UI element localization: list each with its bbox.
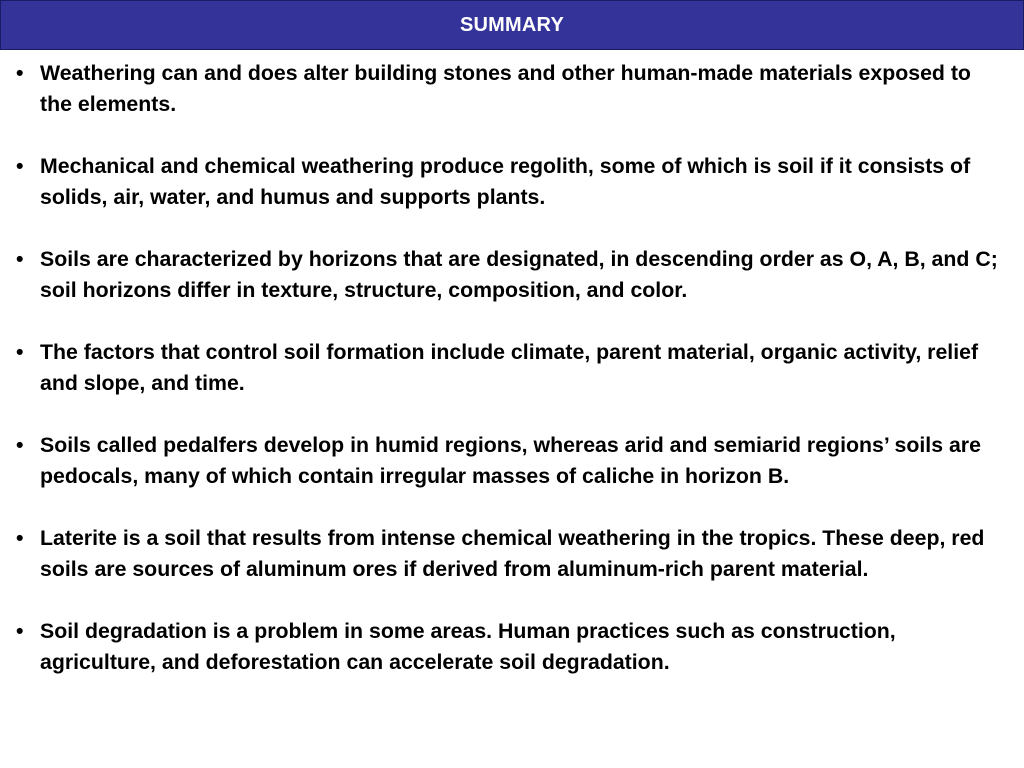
bullet-item-2 xyxy=(0,151,1024,213)
bullet-text-6: Laterite is a soil that results from intense chemical weathering in the tropics. These deep, red soils are sources of aluminum ores if derived from aluminum-rich parent material. xyxy=(40,526,985,581)
bullet-item-7 xyxy=(0,616,1024,678)
bullet-text-2: Mechanical and chemical weathering produce regolith, some of which is soil if it consists of solids, air, water, and humus and supports plants. xyxy=(40,154,971,209)
title-bar xyxy=(0,0,1024,50)
bullet-text-3: Soils are characterized by horizons that are designated, in descending order as O, A, B, and C; soil horizons differ in texture, structure, composition, and color. xyxy=(40,247,998,302)
bullet-dot-icon: • xyxy=(16,247,24,271)
bullet-dot-icon: • xyxy=(16,340,24,364)
bullet-text-7: Soil degradation is a problem in some areas. Human practices such as construction, agriculture, and deforestation can accelerate soil degradation. xyxy=(40,619,896,674)
bullet-dot-icon: • xyxy=(16,619,24,643)
bullet-item-5 xyxy=(0,430,1024,492)
summary-bullet-list xyxy=(0,58,1024,709)
bullet-dot-icon: • xyxy=(16,154,24,178)
bullet-dot-icon: • xyxy=(16,61,24,85)
bullet-text-5: Soils called pedalfers develop in humid regions, whereas arid and semiarid regions’ soils are pedocals, many of which contain irregular masses of caliche in horizon B. xyxy=(40,433,981,488)
bullet-dot-icon: • xyxy=(16,433,24,457)
bullet-text-1: Weathering can and does alter building stones and other human-made materials exposed to the elements. xyxy=(40,61,971,116)
bullet-item-1 xyxy=(0,58,1024,120)
slide-title: SUMMARY xyxy=(460,13,564,36)
bullet-text-4: The factors that control soil formation include climate, parent material, organic activity, relief and slope, and time. xyxy=(40,340,979,395)
bullet-item-6 xyxy=(0,523,1024,585)
bullet-dot-icon: • xyxy=(16,526,24,550)
bullet-item-3 xyxy=(0,244,1024,306)
bullet-item-4 xyxy=(0,337,1024,399)
